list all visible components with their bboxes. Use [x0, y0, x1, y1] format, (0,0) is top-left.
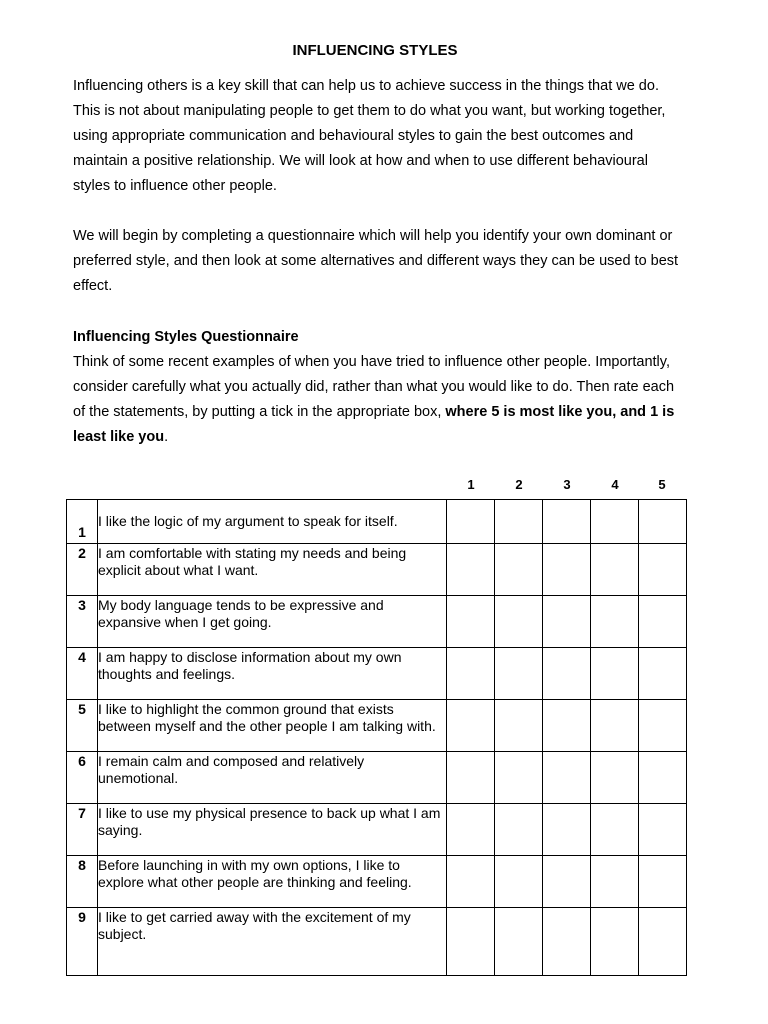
rating-box-2[interactable]: [495, 544, 543, 596]
rating-box-3[interactable]: [543, 544, 591, 596]
rating-box-5[interactable]: [639, 856, 687, 908]
rating-box-3[interactable]: [543, 700, 591, 752]
rating-box-1[interactable]: [447, 804, 495, 856]
statement-number: 1: [67, 500, 98, 544]
rating-box-5[interactable]: [639, 596, 687, 648]
table-row: [67, 700, 687, 752]
rating-box-5[interactable]: [639, 804, 687, 856]
statement-text: My body language tends to be expressive and expansive when I get going.: [98, 596, 447, 648]
rating-box-2[interactable]: [495, 856, 543, 908]
rating-box-3[interactable]: [543, 908, 591, 976]
table-row: [67, 544, 687, 596]
rating-box-3[interactable]: [543, 596, 591, 648]
instructions-bold-text: where 5 is most like you, and 1 is least like you: [73, 404, 675, 445]
table-row: [67, 500, 687, 544]
rating-box-3[interactable]: [543, 500, 591, 544]
statement-text: I am comfortable with stating my needs and being explicit about what I want.: [98, 544, 447, 596]
rating-box-4[interactable]: [591, 804, 639, 856]
statement-number: 9: [67, 908, 98, 976]
rating-box-2[interactable]: [495, 752, 543, 804]
scale-label-3: 3: [563, 477, 571, 492]
rating-box-1[interactable]: [447, 700, 495, 752]
rating-box-4[interactable]: [591, 856, 639, 908]
scale-label-5: 5: [658, 477, 666, 492]
rating-box-1[interactable]: [447, 648, 495, 700]
statement-text: Before launching in with my own options, I like to explore what other people are thinking and feeling.: [98, 856, 447, 908]
rating-box-5[interactable]: [639, 908, 687, 976]
rating-box-4[interactable]: [591, 596, 639, 648]
instructions-end: .: [164, 429, 169, 445]
rating-box-2[interactable]: [495, 500, 543, 544]
questionnaire-table: [66, 499, 687, 976]
rating-box-5[interactable]: [639, 500, 687, 544]
rating-box-5[interactable]: [639, 544, 687, 596]
scale-label-4: 4: [611, 477, 619, 492]
statement-text: I like to get carried away with the excitement of my subject.: [98, 908, 447, 976]
statement-text: I like to use my physical presence to back up what I am saying.: [98, 804, 447, 856]
rating-box-2[interactable]: [495, 648, 543, 700]
instructions-paragraph: [73, 350, 683, 450]
table-row: [67, 908, 687, 976]
statement-text: I am happy to disclose information about my own thoughts and feelings.: [98, 648, 447, 700]
rating-scale-header: [0, 477, 768, 495]
rating-box-4[interactable]: [591, 500, 639, 544]
rating-box-1[interactable]: [447, 752, 495, 804]
table-row: [67, 856, 687, 908]
table-row: [67, 804, 687, 856]
statement-number: 4: [67, 648, 98, 700]
page-title: INFLUENCING STYLES: [292, 42, 458, 59]
rating-box-2[interactable]: [495, 804, 543, 856]
rating-box-1[interactable]: [447, 544, 495, 596]
rating-box-4[interactable]: [591, 752, 639, 804]
rating-box-2[interactable]: [495, 700, 543, 752]
statement-number: 6: [67, 752, 98, 804]
rating-box-1[interactable]: [447, 908, 495, 976]
rating-box-2[interactable]: [495, 596, 543, 648]
rating-box-3[interactable]: [543, 856, 591, 908]
rating-box-1[interactable]: [447, 500, 495, 544]
statement-text: I like the logic of my argument to speak for itself.: [98, 500, 447, 544]
statement-text: I like to highlight the common ground that exists between myself and the other people I am talking with.: [98, 700, 447, 752]
scale-label-2: 2: [515, 477, 523, 492]
instructions-text: Think of some recent examples of when you have tried to influence other people. Importantly, consider carefully what you actually did, rather than what you would like to do. Then rate each of the statements, by putting a tick in the appropriate box,: [73, 354, 675, 420]
rating-box-4[interactable]: [591, 908, 639, 976]
rating-box-1[interactable]: [447, 856, 495, 908]
rating-box-2[interactable]: [495, 908, 543, 976]
rating-box-4[interactable]: [591, 648, 639, 700]
rating-box-1[interactable]: [447, 596, 495, 648]
questionnaire-heading: Influencing Styles Questionnaire: [73, 329, 299, 345]
rating-box-3[interactable]: [543, 648, 591, 700]
statement-number: 3: [67, 596, 98, 648]
scale-label-1: 1: [467, 477, 475, 492]
table-row: [67, 596, 687, 648]
table-row: [67, 648, 687, 700]
rating-box-5[interactable]: [639, 700, 687, 752]
table-row: [67, 752, 687, 804]
rating-box-5[interactable]: [639, 752, 687, 804]
statement-number: 8: [67, 856, 98, 908]
rating-box-3[interactable]: [543, 804, 591, 856]
statement-text: I remain calm and composed and relatively unemotional.: [98, 752, 447, 804]
statement-number: 2: [67, 544, 98, 596]
intro-paragraph-1: Influencing others is a key skill that can help us to achieve success in the things that we do. This is not about manipulating people to get them to do what you want, but working together, using appropriate communication and behavioural styles to gain the best outcomes and maintain a positive relationship. We will look at how and when to use different behavioural styles to influence other people.: [73, 78, 666, 194]
rating-box-5[interactable]: [639, 648, 687, 700]
intro-paragraph-2: We will begin by completing a questionnaire which will help you identify your own dominant or preferred style, and then look at some alternatives and different ways they can be used to best effect.: [73, 228, 679, 294]
rating-box-3[interactable]: [543, 752, 591, 804]
statement-number: 5: [67, 700, 98, 752]
rating-box-4[interactable]: [591, 700, 639, 752]
rating-box-4[interactable]: [591, 544, 639, 596]
statement-number: 7: [67, 804, 98, 856]
